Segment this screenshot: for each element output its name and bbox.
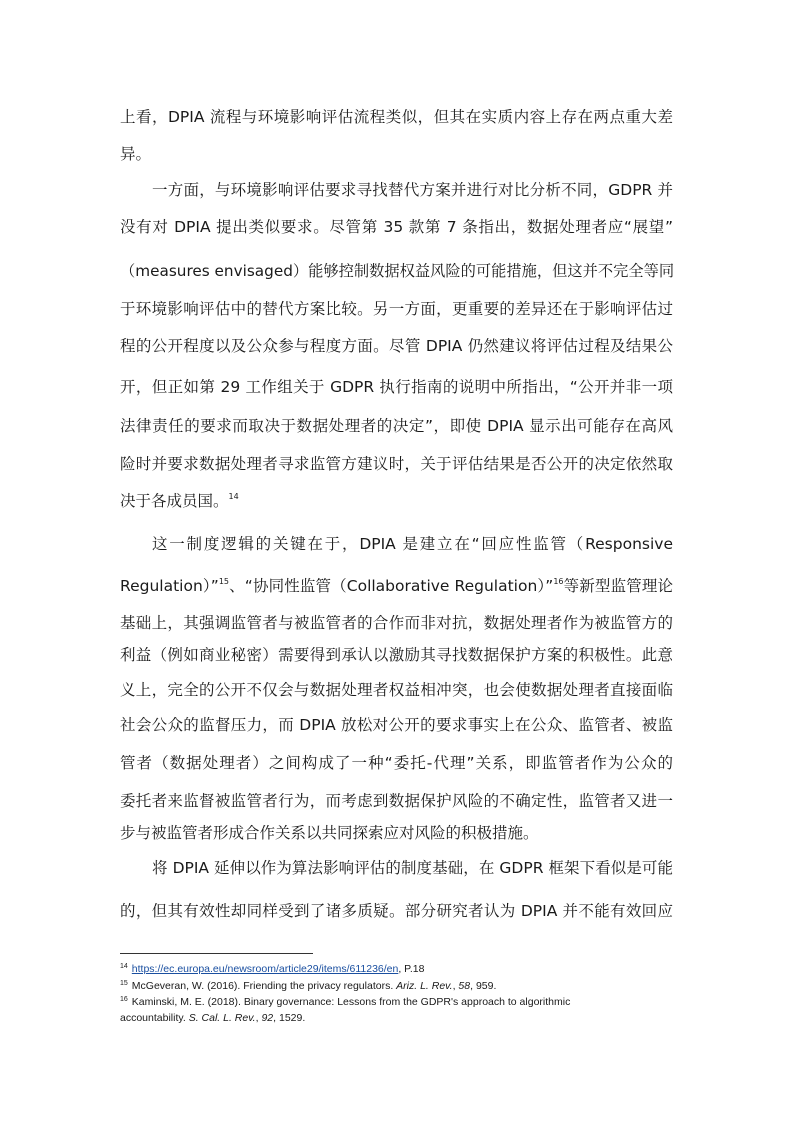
body-line: 利益（例如商业秘密）需要得到承认以激励其寻找数据保护方案的积极性。此意 [120,646,673,664]
footnote-mark: 14 [228,492,239,501]
line-text: Regulation）” [120,577,219,595]
footnote-tail: , 1529. [273,1012,306,1024]
footnote-journal: S. Cal. L. Rev. [188,1012,256,1024]
body-line: 法律责任的要求而取决于数据处理者的决定”，即使 DPIA 显示出可能存在高风 [120,417,673,435]
footnote-mark: 15 [218,577,230,586]
body-line: （measures envisaged）能够控制数据权益风险的可能措施，但这并不完全等同 [120,262,675,280]
body-line: 义上，完全的公开不仅会与数据处理者权益相冲突，也会使数据处理者直接面临 [120,681,673,699]
body-line: 于环境影响评估中的替代方案比较。另一方面，更重要的差异还在于影响评估过 [120,300,673,318]
footnote-14 [120,961,680,977]
line-text: 等新型监管理论 [563,577,673,595]
body-line: 委托者来监督被监管者行为，而考虑到数据保护风险的不确定性，监管者又进一 [120,792,673,810]
footnote-tail: , 959. [470,980,497,992]
body-line: 险时并要求数据处理者寻求监管方建议时，关于评估结果是否公开的决定依然取 [120,455,673,473]
footnote-sep: , [255,1012,262,1024]
footnote-sep: , [452,980,459,992]
body-line: 步与被监管者形成合作关系以共同探索应对风险的积极措施。 [120,824,539,842]
body-line: 一方面，与环境影响评估要求寻找替代方案并进行对比分析不同，GDPR 并 [152,181,673,199]
footnote-number: 16 [120,996,128,1003]
body-line: 异。 [120,145,152,163]
line-text: 、“协同性监管（Collaborative Regulation）” [229,577,554,595]
footnote-tail: , P.18 [398,963,425,975]
footnote-number: 14 [120,963,128,970]
footnote-mark: 16 [553,577,564,586]
footnote-divider [120,953,313,954]
body-line: 上看，DPIA 流程与环境影响评估流程类似，但其在实质内容上存在两点重大差 [120,108,673,126]
footnote-volume: 92 [261,1012,274,1024]
body-line [120,575,673,597]
body-line: 社会公众的监督压力，而 DPIA 放松对公开的要求事实上在公众、监管者、被监 [120,716,673,734]
body-line: 程的公开程度以及公众参与程度方面。尽管 DPIA 仍然建议将评估过程及结果公 [120,337,673,355]
footnote-16 [120,994,680,1010]
footnote-journal: Ariz. L. Rev. [396,980,453,992]
body-line: 的，但其有效性却同样受到了诸多质疑。部分研究者认为 DPIA 并不能有效回应 [120,902,673,920]
footnote-link[interactable]: https://ec.europa.eu/newsroom/article29/items/611236/en [131,963,399,975]
footnote-citation: accountability. [120,1012,189,1024]
footnote-16-cont [120,1010,680,1026]
footnote-citation: Kaminski, M. E. (2018). Binary governance: Lessons from the GDPR's approach to algorithmic [131,996,571,1008]
footnote-15 [120,978,680,994]
body-line: 没有对 DPIA 提出类似要求。尽管第 35 款第 7 条指出，数据处理者应“展望” [120,218,673,236]
line-text: 决于各成员国。 [120,492,229,510]
footnote-number: 15 [120,980,128,987]
body-line [120,490,673,512]
body-line: 这一制度逻辑的关键在于，DPIA 是建立在“回应性监管（Responsive [152,535,673,553]
body-line: 开，但正如第 29 工作组关于 GDPR 执行指南的说明中所指出，“公开并非一项 [120,378,673,396]
body-line: 基础上，其强调监管者与被监管者的合作而非对抗，数据处理者作为被监管方的 [120,614,673,632]
footnote-citation: McGeveran, W. (2016). Friending the privacy regulators. [131,980,397,992]
footnote-volume: 58 [458,980,471,992]
body-line: 管者（数据处理者）之间构成了一种“委托-代理”关系，即监管者作为公众的 [120,754,673,772]
body-line: 将 DPIA 延伸以作为算法影响评估的制度基础，在 GDPR 框架下看似是可能 [152,859,673,877]
